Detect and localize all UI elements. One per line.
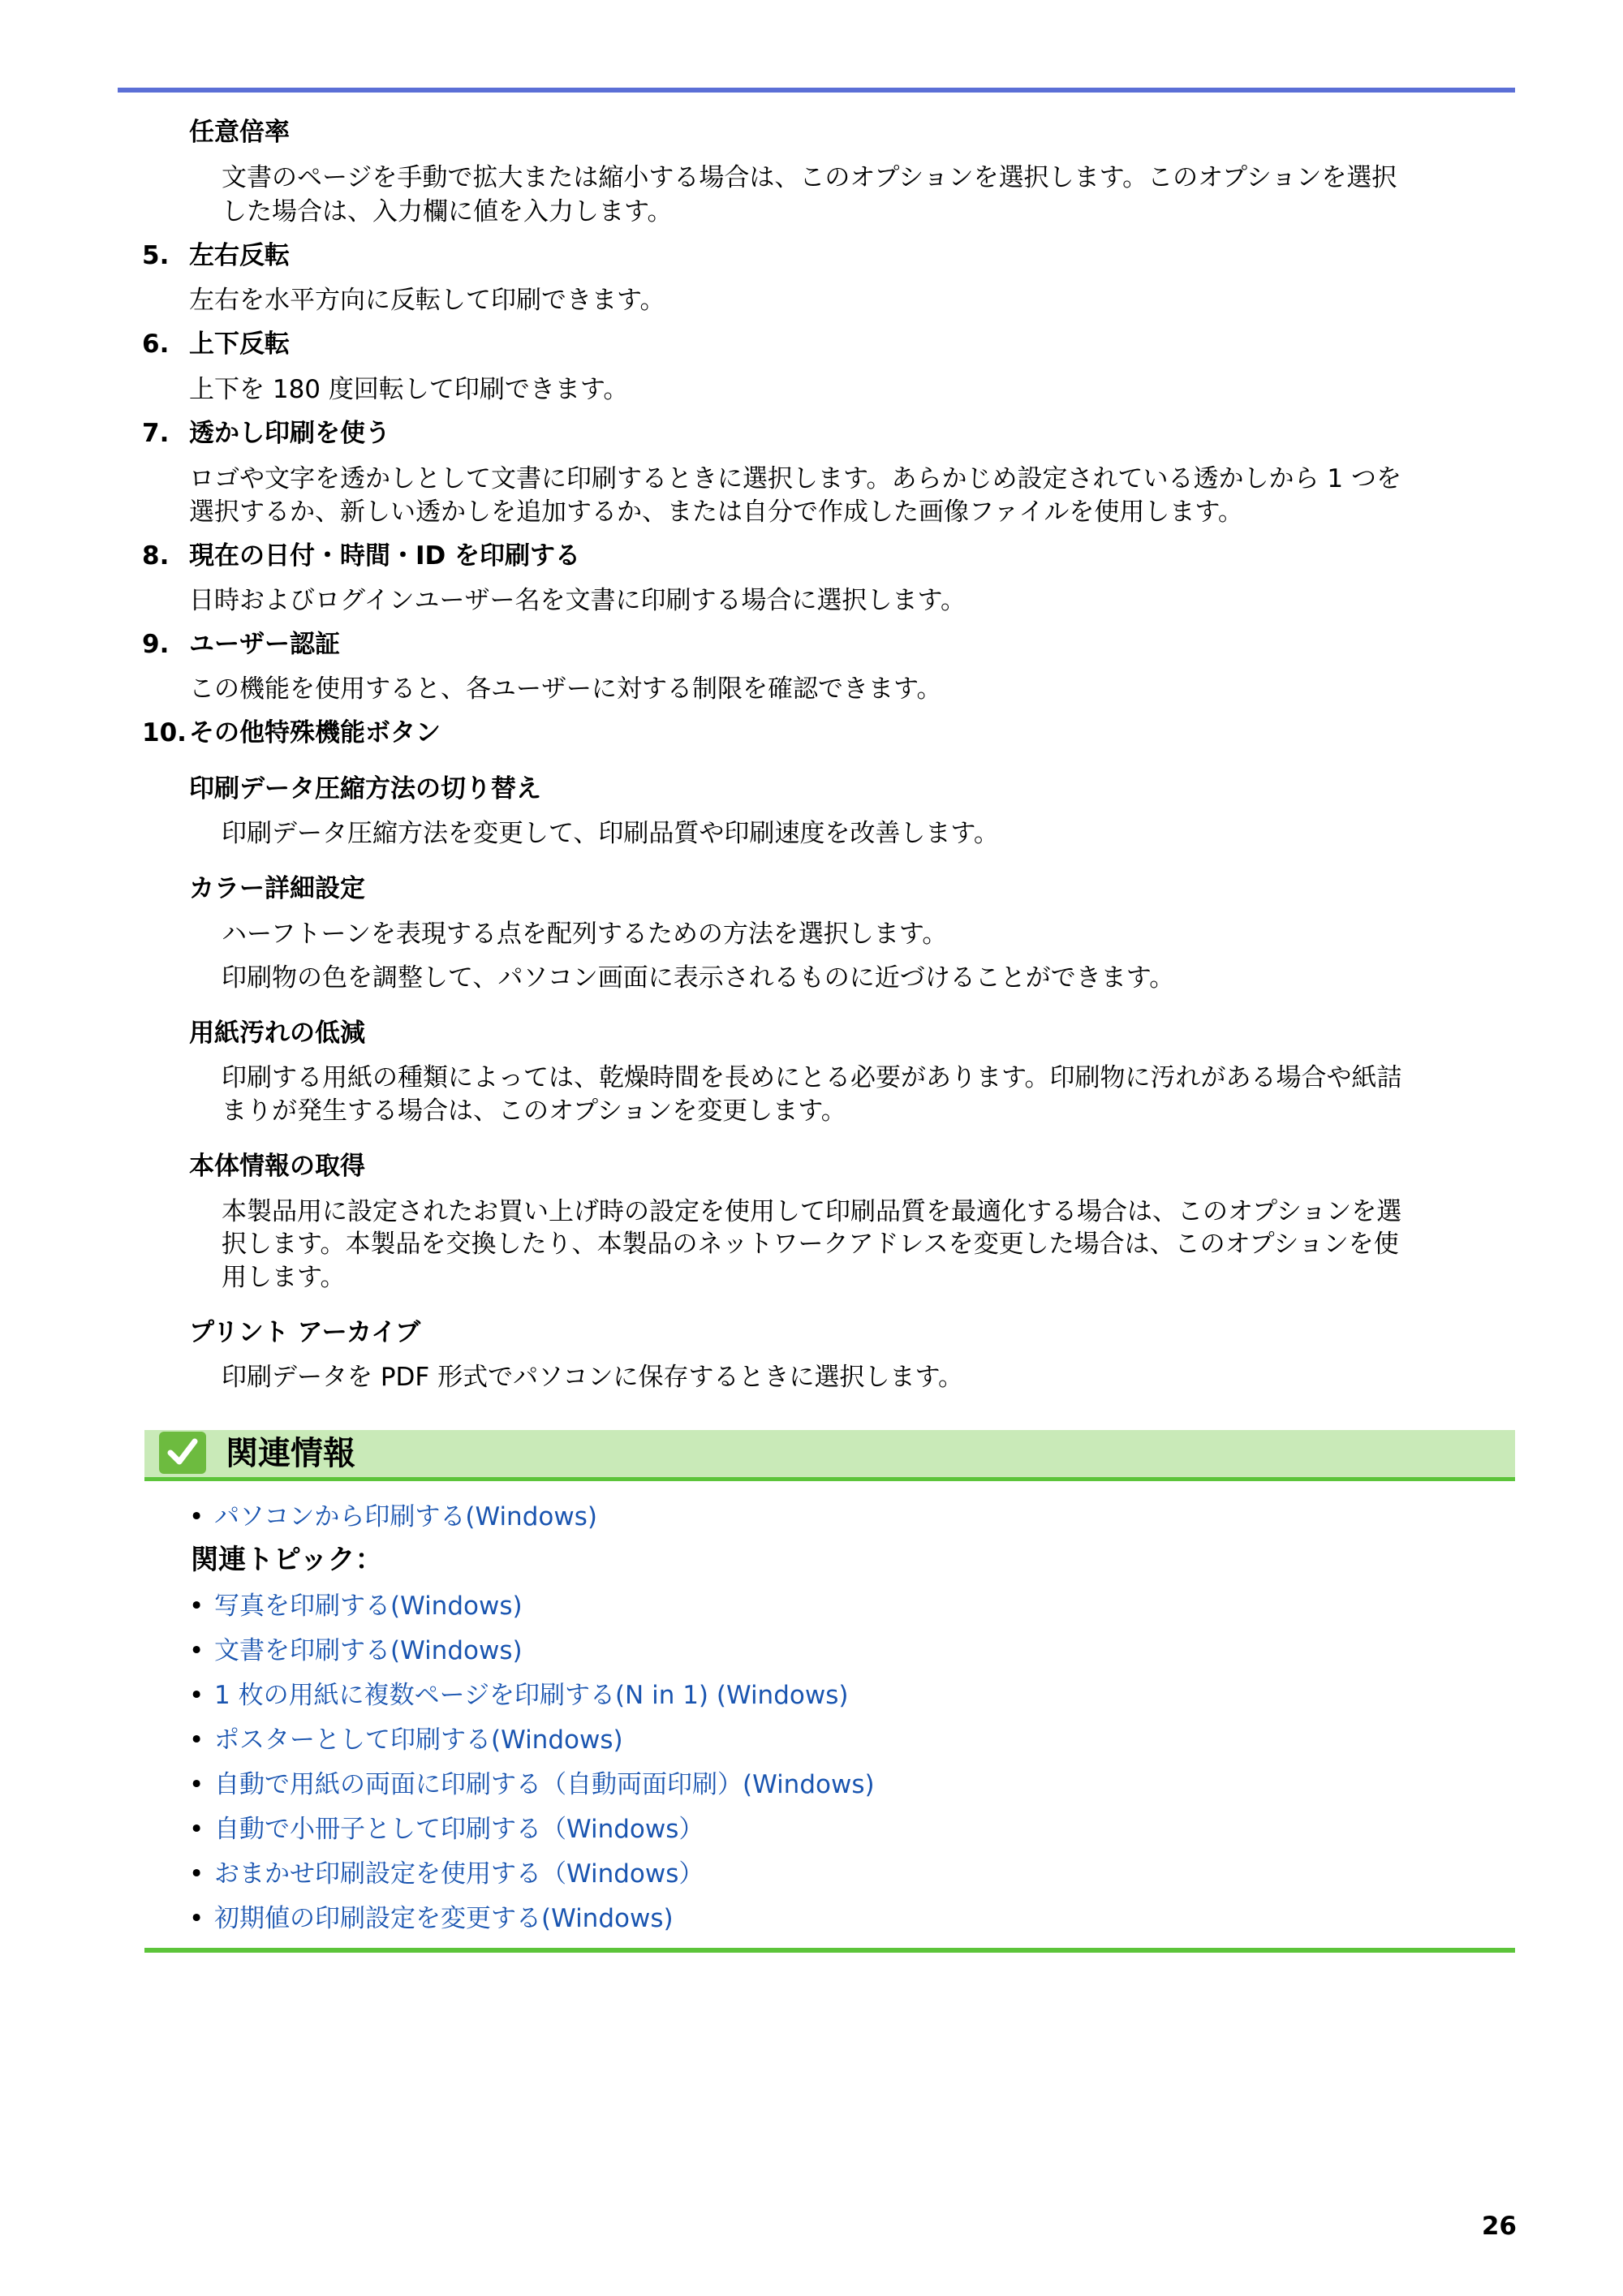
item10-heading: その他特殊機能ボタン [189,718,441,747]
item6-number: 6. [142,330,170,359]
color-text-1: ハーフトーンを表現する点を配列するための方法を選択します。 [222,920,948,949]
bullet: • [189,1859,204,1889]
related-info-title: 関連情報 [226,1435,355,1472]
device-info-text-1: 本製品用に設定されたお買い上げ時の設定を使用して印刷品質を最適化する場合は、このオプションを選 [222,1197,1402,1226]
topic-link[interactable]: 写真を印刷する(Windows) [214,1592,523,1621]
item6-text: 上下を 180 度回転して印刷できます。 [189,375,629,404]
bullet: • [189,1592,204,1621]
topic-link[interactable]: おまかせ印刷設定を使用する（Windows） [214,1859,704,1889]
bullet: • [189,1725,204,1755]
page-number: 26 [1481,2212,1517,2241]
item9-heading: ユーザー認証 [189,630,340,659]
topic-link[interactable]: 自動で小冊子として印刷する（Windows） [214,1815,704,1844]
related-link[interactable]: パソコンから印刷する(Windows) [214,1502,597,1531]
device-info-text-2: 択します。本製品を交換したり、本製品のネットワークアドレスを変更した場合は、このオプションを使 [222,1230,1399,1259]
bullet: • [189,1502,204,1531]
item7-heading: 透かし印刷を使う [189,419,390,448]
bottom-rule [144,1948,1515,1953]
compression-text: 印刷データ圧縮方法を変更して、印刷品質や印刷速度を改善します。 [222,819,999,848]
archive-heading: プリント アーカイブ [189,1318,421,1347]
smudge-text-1: 印刷する用紙の種類によっては、乾燥時間を長めにとる必要があります。印刷物に汚れがある場合や紙詰 [222,1063,1402,1092]
archive-text: 印刷データを PDF 形式でパソコンに保存するときに選択します。 [222,1363,964,1392]
item5-heading: 左右反転 [189,241,290,270]
item5-text: 左右を水平方向に反転して印刷できます。 [189,286,665,315]
bullet: • [189,1904,204,1933]
topic-link[interactable]: 自動で用紙の両面に印刷する（自動両面印刷）(Windows) [214,1770,875,1799]
scale-heading: 任意倍率 [189,118,290,147]
topic-link[interactable]: ポスターとして印刷する(Windows) [214,1725,623,1755]
topic-link[interactable]: 1 枚の用紙に複数ページを印刷する(N in 1) (Windows) [214,1681,849,1710]
item7-number: 7. [142,419,170,448]
item7-text-1: ロゴや文字を透かしとして文書に印刷するときに選択します。あらかじめ設定されている透かしから 1 つを [189,464,1401,493]
item8-text: 日時およびログインユーザー名を文書に印刷する場合に選択します。 [189,586,966,615]
top-rule [118,88,1515,93]
item9-number: 9. [142,630,170,659]
smudge-text-2: まりが発生する場合は、このオプションを変更します。 [222,1096,846,1126]
smudge-heading: 用紙汚れの低減 [189,1019,365,1048]
scale-text-1: 文書のページを手動で拡大または縮小する場合は、このオプションを選択します。このオプションを選択 [222,163,1397,192]
item6-heading: 上下反転 [189,330,290,359]
bullet: • [189,1770,204,1799]
checkmark-icon [159,1432,206,1474]
topic-link[interactable]: 初期値の印刷設定を変更する(Windows) [214,1904,674,1933]
device-info-text-3: 用します。 [222,1263,346,1292]
item8-number: 8. [142,541,170,571]
bullet: • [189,1636,204,1665]
compression-heading: 印刷データ圧縮方法の切り替え [189,774,541,803]
item10-number: 10. [142,718,187,747]
color-text-2: 印刷物の色を調整して、パソコン画面に表示されるものに近づけることができます。 [222,963,1175,993]
item7-text-2: 選択するか、新しい透かしを追加するか、または自分で作成した画像ファイルを使用します。 [189,498,1243,527]
device-info-heading: 本体情報の取得 [189,1152,365,1181]
color-heading: カラー詳細設定 [189,874,365,903]
item5-number: 5. [142,241,170,270]
topic-link[interactable]: 文書を印刷する(Windows) [214,1636,523,1665]
item9-text: この機能を使用すると、各ユーザーに対する制限を確認できます。 [189,674,942,704]
related-topics-heading: 関連トピック： [191,1544,383,1576]
bullet: • [189,1815,204,1844]
item8-heading: 現在の日付・時間・ID を印刷する [189,541,581,571]
scale-text-2: した場合は、入力欄に値を入力します。 [222,197,673,226]
bullet: • [189,1681,204,1710]
